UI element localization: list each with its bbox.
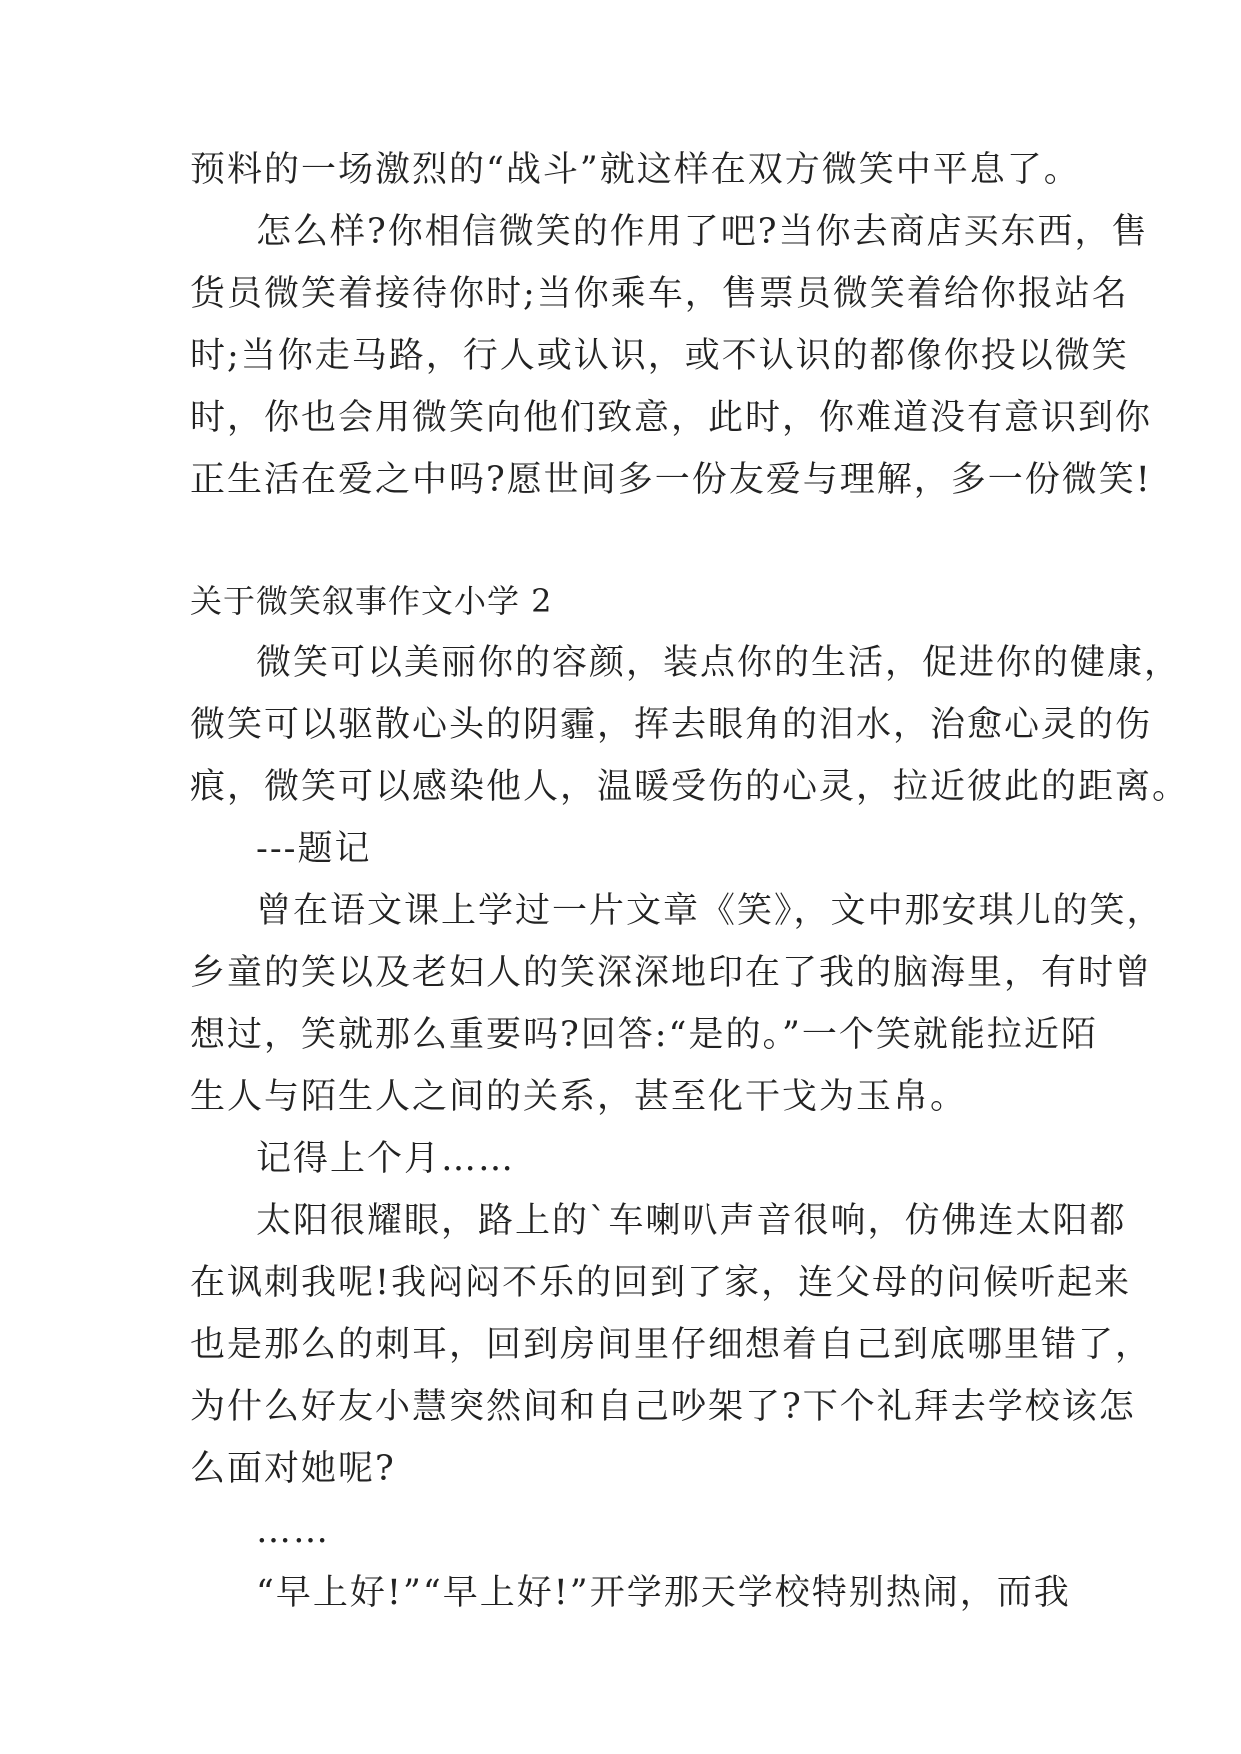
text-line: 太阳很耀眼，路上的`车喇叭声音很响，仿佛连太阳都 — [256, 1201, 1127, 1241]
text-line: 么面对她呢? — [190, 1449, 396, 1489]
section-heading: 关于微笑叙事作文小学 2 — [190, 582, 553, 620]
text-line: 怎么样?你相信微笑的作用了吧?当你去商店买东西，售 — [256, 212, 1149, 252]
text-line: 微笑可以美丽你的容颜，装点你的生活，促进你的健康， — [256, 643, 1182, 683]
text-line: 货员微笑着接待你时;当你乘车，售票员微笑着给你报站名 — [190, 274, 1129, 314]
epigraph-attribution: ---题记 — [256, 829, 372, 869]
text-line: 在讽刺我呢!我闷闷不乐的回到了家，连父母的问候听起来 — [190, 1263, 1132, 1303]
text-line: 时;当你走马路，行人或认识，或不认识的都像你投以微笑 — [190, 336, 1129, 376]
text-line: 乡童的笑以及老妇人的笑深深地印在了我的脑海里，有时曾 — [190, 953, 1153, 993]
text-line: 记得上个月…… — [256, 1139, 516, 1179]
text-line: 预料的一场激烈的“战斗”就这样在双方微笑中平息了。 — [190, 150, 1081, 190]
text-line: 为什么好友小慧突然间和自己吵架了?下个礼拜去学校该怎 — [190, 1387, 1136, 1427]
text-line: 也是那么的刺耳，回到房间里仔细想着自己到底哪里错了， — [190, 1325, 1153, 1365]
text-line: 曾在语文课上学过一片文章《笑》，文中那安琪儿的笑， — [256, 891, 1164, 931]
text-line: 想过，笑就那么重要吗?回答:“是的。”一个笑就能拉近陌 — [190, 1015, 1098, 1055]
text-line: 时，你也会用微笑向他们致意，此时，你难道没有意识到你 — [190, 398, 1153, 438]
text-line: 正生活在爱之中吗?愿世间多一份友爱与理解，多一份微笑! — [190, 460, 1152, 500]
text-line: 微笑可以驱散心头的阴霾，挥去眼角的泪水，治愈心灵的伤 — [190, 705, 1153, 745]
text-line: 痕，微笑可以感染他人，温暖受伤的心灵，拉近彼此的距离。 — [190, 767, 1190, 807]
text-line: …… — [256, 1511, 330, 1551]
text-line: 生人与陌生人之间的关系，甚至化干戈为玉帛。 — [190, 1077, 968, 1117]
text-line: “早上好!”“早上好!”开学那天学校特别热闹，而我 — [256, 1573, 1071, 1613]
